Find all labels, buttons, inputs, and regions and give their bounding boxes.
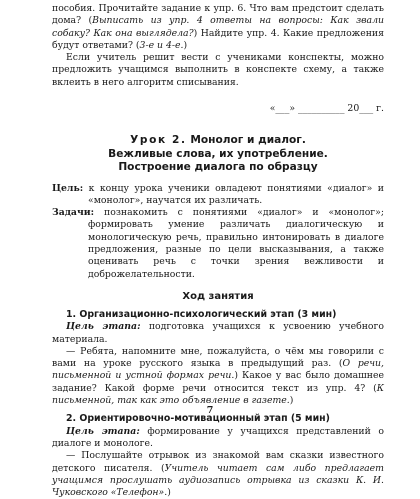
lesson-title xyxy=(52,134,384,174)
text-run: ) xyxy=(183,39,188,51)
stage2-title: 2. Ориентировочно-мотивационный этап (5 мин) xyxy=(66,413,330,425)
tasks-text: познакомить с понятиями «диалог» и «монолог»; формировать умение различать диалогическую и монологическую речь, правильно интонировать в диалоге предложения, разные по цели высказывания, а также оценивать речь с точки зрения вежливости и доброжелательности. xyxy=(88,207,384,280)
tasks-label: Задачи: xyxy=(52,207,95,219)
stage1-goal-text: подготовка учащихся к усвоению учебного материала. xyxy=(52,321,384,345)
stage2-speech xyxy=(52,450,384,499)
text-run: пособия. Прочитайте задание к упр. 6. Что вам предстоит сделать дома? ( xyxy=(52,3,384,27)
goal-label: Цель: xyxy=(52,182,84,194)
goal-text: к концу урока ученики овладеют понятиями «диалог» и «монолог», научатся их различать. xyxy=(83,182,384,206)
stage1-goal xyxy=(52,321,384,346)
lesson-word: Урок 2. xyxy=(130,134,187,147)
lesson-title-line3: Построение диалога по образцу xyxy=(118,161,318,174)
italic-answer: О речи, письменной и устной формах речи. xyxy=(52,358,384,382)
text-run: ) Какое у вас было домашнее задание? Какой форме речи относится текст из упр. 4? ( xyxy=(52,370,384,394)
italic-note: Учитель читает сам либо предлагает учащимся прослушать аудиозапись отрывка из сказки К. И. Чуковского «Телефон». xyxy=(52,462,384,499)
italic-answer: 3-е и 4-е. xyxy=(139,39,184,51)
lesson-goal xyxy=(52,183,384,208)
text-run: — Ребята, напомните мне, пожалуйста, о чём мы говорили с вами на уроке русского языка в предыдущий раз. ( xyxy=(52,345,384,370)
text-run: — Послушайте отрывок из знакомой вам сказки известного детского писателя. ( xyxy=(52,450,384,474)
text-run: ) xyxy=(167,487,171,499)
text-run: ) Найдите упр. 4. Какие предложения будут ответами? ( xyxy=(52,27,384,51)
lesson-tasks xyxy=(52,207,384,281)
lesson-title-line2: Вежливые слова, их употребление. xyxy=(108,147,328,160)
stage2-goal-label: Цель этапа: xyxy=(66,425,140,437)
text-run: ) xyxy=(289,395,294,407)
italic-answer: Выписать из упр. 4 ответы на вопросы: Как звали собаку? Как она выглядела? xyxy=(52,15,384,39)
paragraph-notes: Если учитель решит вести с учениками конспекты, можно предложить учащимся выполнить в конспекте схему, а также вклеить в него алгоритм списывания. xyxy=(52,52,384,88)
stage1-title: 1. Организационно-психологический этап (3 мин) xyxy=(66,308,337,320)
page-number: 7 xyxy=(206,405,214,416)
italic-answer: К письменной, так как это объявление в газете. xyxy=(52,382,384,407)
course-title: Ход занятия xyxy=(182,290,254,302)
lesson-title-line1: Монолог и диалог. xyxy=(190,134,306,147)
stage2-goal-text: формирование у учащихся представлений о диалоге и монологе. xyxy=(52,425,384,449)
stage1-goal-label: Цель этапа: xyxy=(66,321,141,333)
stage1-speech xyxy=(52,346,384,407)
paragraph-homework xyxy=(52,3,384,52)
date-line: «___» __________ 20___ г. xyxy=(269,103,384,115)
stage2-goal xyxy=(52,426,384,451)
